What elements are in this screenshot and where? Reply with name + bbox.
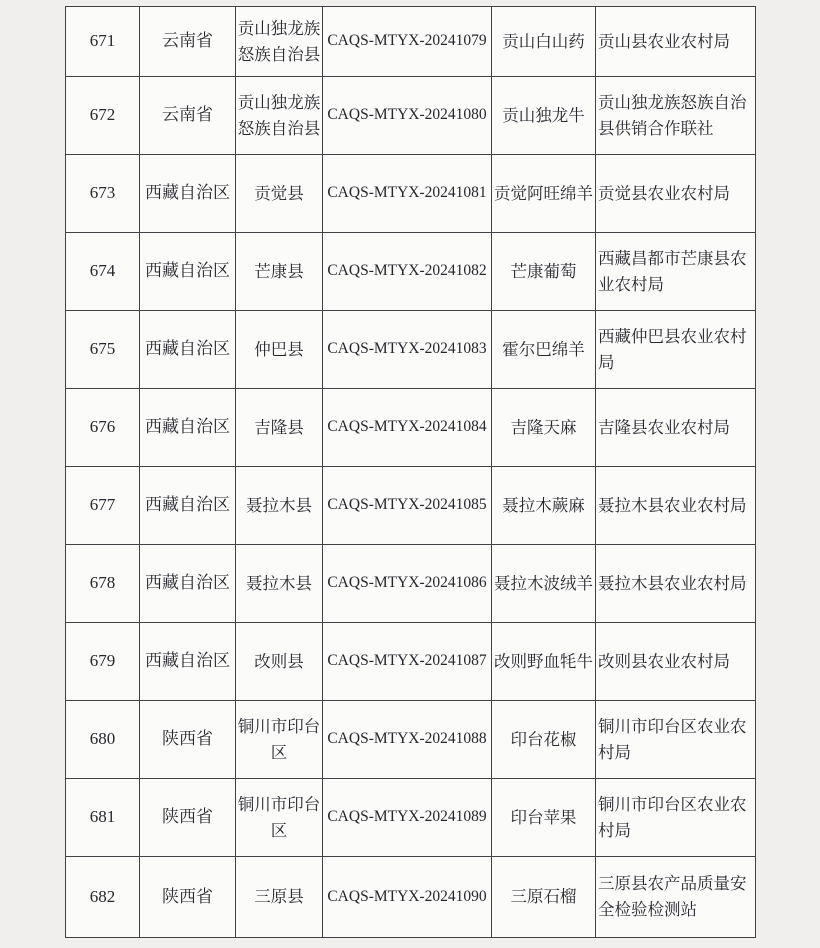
table-row <box>66 701 756 779</box>
cell-county: 铜川市印台区 <box>236 701 323 779</box>
table-row <box>66 857 756 938</box>
cell-province: 西藏自治区 <box>140 311 236 389</box>
cell-organization: 聂拉木县农业农村局 <box>596 467 756 545</box>
table-row <box>66 155 756 233</box>
cell-province: 西藏自治区 <box>140 545 236 623</box>
cell-registration-code: CAQS-MTYX-20241089 <box>323 779 492 857</box>
cell-organization: 三原县农产品质量安全检验检测站 <box>596 857 756 938</box>
cell-province: 西藏自治区 <box>140 467 236 545</box>
cell-product-name: 改则野血牦牛 <box>492 623 596 701</box>
cell-registration-code: CAQS-MTYX-20241084 <box>323 389 492 467</box>
cell-county: 吉隆县 <box>236 389 323 467</box>
cell-county: 铜川市印台区 <box>236 779 323 857</box>
cell-registration-code: CAQS-MTYX-20241083 <box>323 311 492 389</box>
cell-product-name: 贡山独龙牛 <box>492 77 596 155</box>
cell-province: 西藏自治区 <box>140 233 236 311</box>
cell-registration-code: CAQS-MTYX-20241086 <box>323 545 492 623</box>
cell-province: 西藏自治区 <box>140 623 236 701</box>
cell-registration-code: CAQS-MTYX-20241085 <box>323 467 492 545</box>
cell-organization: 聂拉木县农业农村局 <box>596 545 756 623</box>
cell-registration-code: CAQS-MTYX-20241087 <box>323 623 492 701</box>
cell-organization: 贡觉县农业农村局 <box>596 155 756 233</box>
cell-province: 云南省 <box>140 77 236 155</box>
cell-county: 改则县 <box>236 623 323 701</box>
cell-province: 云南省 <box>140 7 236 77</box>
cell-registration-code: CAQS-MTYX-20241079 <box>323 7 492 77</box>
cell-row-number: 682 <box>66 857 140 938</box>
cell-organization: 铜川市印台区农业农村局 <box>596 701 756 779</box>
cell-county: 贡觉县 <box>236 155 323 233</box>
cell-product-name: 聂拉木蕨麻 <box>492 467 596 545</box>
cell-province: 西藏自治区 <box>140 389 236 467</box>
cell-county: 聂拉木县 <box>236 467 323 545</box>
table-row <box>66 467 756 545</box>
cell-row-number: 674 <box>66 233 140 311</box>
cell-registration-code: CAQS-MTYX-20241080 <box>323 77 492 155</box>
cell-province: 陕西省 <box>140 857 236 938</box>
cell-registration-code: CAQS-MTYX-20241082 <box>323 233 492 311</box>
cell-product-name: 贡山白山药 <box>492 7 596 77</box>
table-row <box>66 77 756 155</box>
table-row <box>66 545 756 623</box>
cell-product-name: 印台苹果 <box>492 779 596 857</box>
table-row <box>66 7 756 77</box>
table-row <box>66 779 756 857</box>
cell-organization: 西藏仲巴县农业农村局 <box>596 311 756 389</box>
cell-row-number: 673 <box>66 155 140 233</box>
cell-product-name: 三原石榴 <box>492 857 596 938</box>
cell-county: 三原县 <box>236 857 323 938</box>
cell-registration-code: CAQS-MTYX-20241081 <box>323 155 492 233</box>
cell-province: 西藏自治区 <box>140 155 236 233</box>
cell-county: 聂拉木县 <box>236 545 323 623</box>
table-row <box>66 233 756 311</box>
cell-organization: 西藏昌都市芒康县农业农村局 <box>596 233 756 311</box>
cell-county: 贡山独龙族怒族自治县 <box>236 77 323 155</box>
cell-row-number: 671 <box>66 7 140 77</box>
cell-organization: 贡山独龙族怒族自治县供销合作联社 <box>596 77 756 155</box>
agri-product-registry-table <box>65 6 756 938</box>
cell-product-name: 贡觉阿旺绵羊 <box>492 155 596 233</box>
cell-organization: 铜川市印台区农业农村局 <box>596 779 756 857</box>
cell-row-number: 675 <box>66 311 140 389</box>
cell-row-number: 677 <box>66 467 140 545</box>
cell-province: 陕西省 <box>140 701 236 779</box>
cell-organization: 吉隆县农业农村局 <box>596 389 756 467</box>
cell-county: 贡山独龙族怒族自治县 <box>236 7 323 77</box>
cell-row-number: 672 <box>66 77 140 155</box>
cell-product-name: 芒康葡萄 <box>492 233 596 311</box>
cell-county: 仲巴县 <box>236 311 323 389</box>
cell-organization: 改则县农业农村局 <box>596 623 756 701</box>
cell-product-name: 霍尔巴绵羊 <box>492 311 596 389</box>
table-row <box>66 389 756 467</box>
cell-registration-code: CAQS-MTYX-20241088 <box>323 701 492 779</box>
cell-product-name: 聂拉木波绒羊 <box>492 545 596 623</box>
cell-row-number: 678 <box>66 545 140 623</box>
table-row <box>66 311 756 389</box>
cell-province: 陕西省 <box>140 779 236 857</box>
cell-registration-code: CAQS-MTYX-20241090 <box>323 857 492 938</box>
cell-row-number: 680 <box>66 701 140 779</box>
cell-row-number: 681 <box>66 779 140 857</box>
cell-row-number: 676 <box>66 389 140 467</box>
cell-row-number: 679 <box>66 623 140 701</box>
table-row <box>66 623 756 701</box>
cell-organization: 贡山县农业农村局 <box>596 7 756 77</box>
cell-product-name: 印台花椒 <box>492 701 596 779</box>
cell-product-name: 吉隆天麻 <box>492 389 596 467</box>
cell-county: 芒康县 <box>236 233 323 311</box>
